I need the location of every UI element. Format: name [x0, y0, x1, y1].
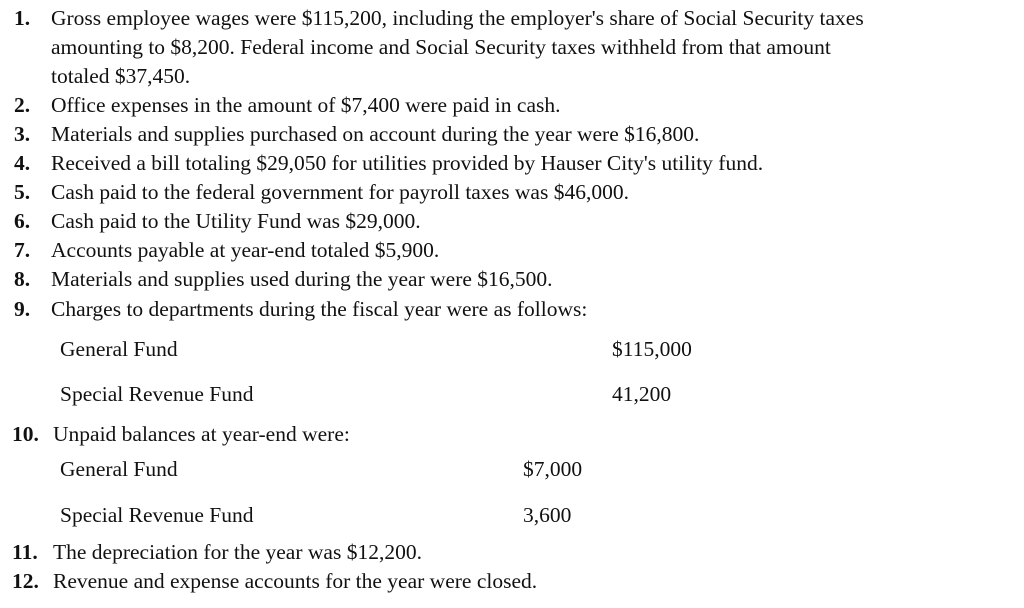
item-9-text: Charges to departments during the fiscal year were as follows: — [51, 297, 588, 321]
item-12-number: 12. — [12, 569, 39, 593]
item-10-text: Unpaid balances at year-end were: — [53, 422, 350, 446]
item-4-number: 4. — [14, 151, 31, 175]
item-7-number: 7. — [14, 238, 31, 262]
item-5-number: 5. — [14, 180, 31, 204]
item-9-row-2-label: Special Revenue Fund — [60, 382, 254, 406]
item-5-text: Cash paid to the federal government for payroll taxes was $46,000. — [51, 180, 629, 204]
item-2-number: 2. — [14, 93, 31, 117]
item-3-number: 3. — [14, 122, 31, 146]
item-10-row-2-label: Special Revenue Fund — [60, 503, 254, 527]
item-9-row-1-amount: $115,000 — [612, 337, 692, 361]
item-4-text: Received a bill totaling $29,050 for utilities provided by Hauser City's utility fund. — [51, 151, 764, 175]
item-8-text: Materials and supplies used during the year were $16,500. — [51, 267, 553, 291]
item-3-text: Materials and supplies purchased on account during the year were $16,800. — [51, 122, 700, 146]
item-1-line-3: totaled $37,450. — [51, 64, 191, 88]
item-2-text: Office expenses in the amount of $7,400 were paid in cash. — [51, 93, 561, 117]
item-12-text: Revenue and expense accounts for the year were closed. — [53, 569, 538, 593]
item-1-line-2: amounting to $8,200. Federal income and Social Security taxes withheld from that amount — [51, 35, 831, 59]
item-8-number: 8. — [14, 267, 31, 291]
item-11-number: 11. — [12, 540, 38, 564]
item-10-row-1-amount: $7,000 — [523, 457, 583, 481]
item-10-row-2-amount: 3,600 — [523, 503, 572, 527]
item-6-number: 6. — [14, 209, 31, 233]
item-9-row-2-amount: 41,200 — [612, 382, 672, 406]
item-1-number: 1. — [14, 6, 31, 30]
item-10-row-1-label: General Fund — [60, 457, 178, 481]
item-1-line-1: Gross employee wages were $115,200, including the employer's share of Social Security taxes — [51, 6, 864, 30]
item-10-number: 10. — [12, 422, 39, 446]
item-11-text: The depreciation for the year was $12,200. — [53, 540, 422, 564]
item-7-text: Accounts payable at year-end totaled $5,900. — [51, 238, 440, 262]
item-9-number: 9. — [14, 297, 31, 321]
item-6-text: Cash paid to the Utility Fund was $29,000. — [51, 209, 421, 233]
item-9-row-1-label: General Fund — [60, 337, 178, 361]
